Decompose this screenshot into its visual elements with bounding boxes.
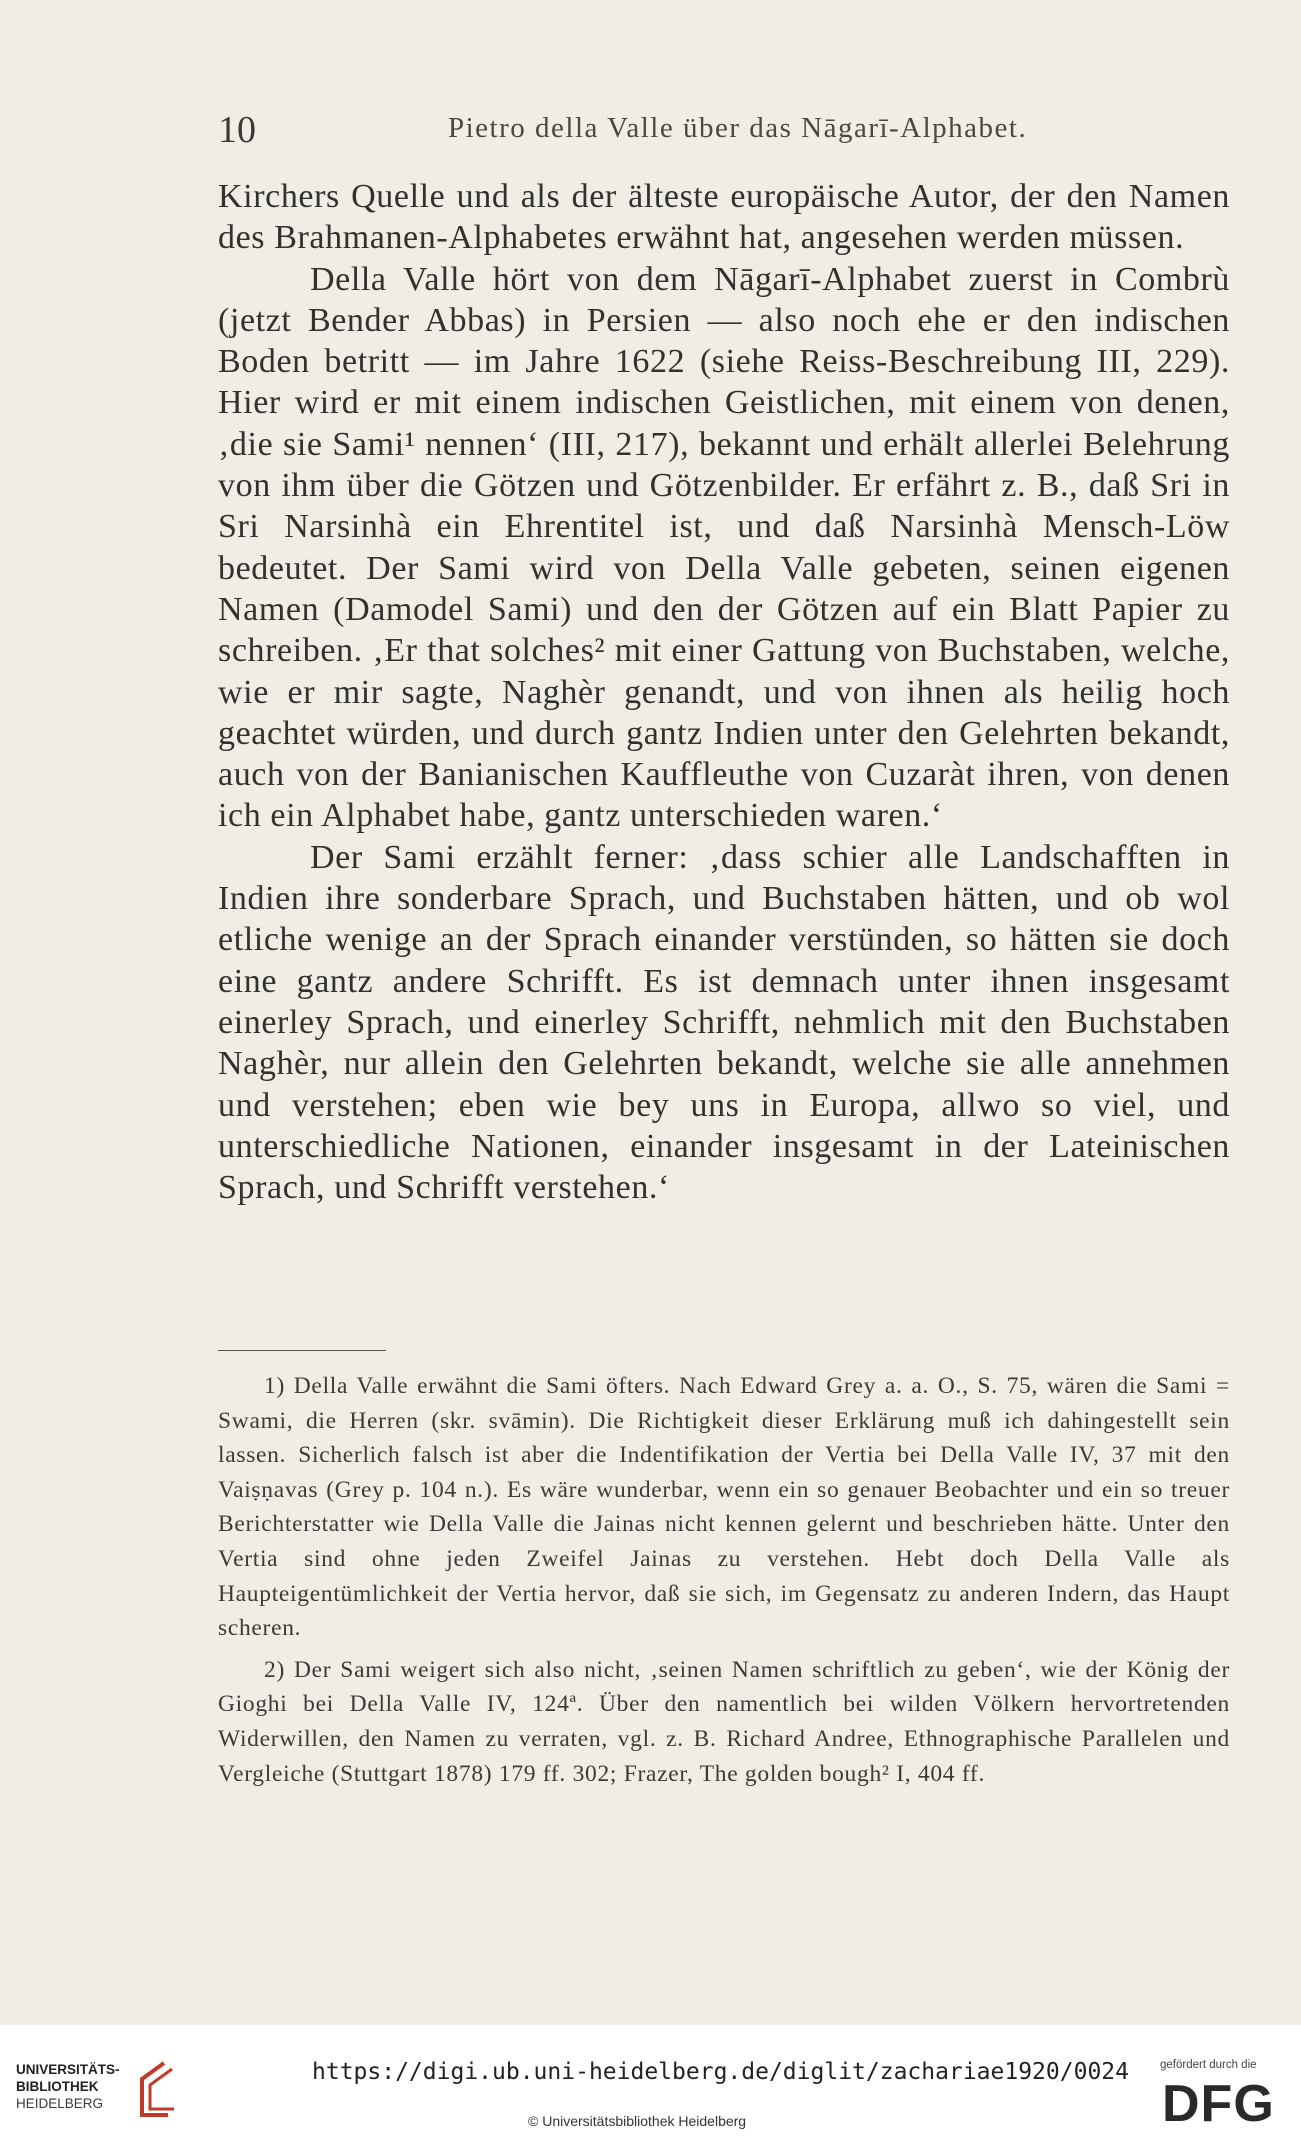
dfg-logo: DFG	[1162, 2075, 1275, 2133]
library-name-line: HEIDELBERG	[16, 2096, 104, 2111]
page-number: 10	[218, 109, 256, 151]
sponsor-note: gefördert durch die	[1160, 2059, 1257, 2071]
paragraph: Der Sami erzählt ferner: ‚dass schier alle Landschafften in Indien ihre sonderbare Sprach, und Buchstaben hätten, und ob wol etliche wenige an der Sprach einander verstünden, so hätten sie doch eine gantz andere Schrifft. Es ist demnach unter ihnen insgesamt einerley Sprach, und einerley Schrifft, nehmlich mit den Buchstaben Naghèr, nur allein den Gelehrten bekandt, welche sie alle annehmen und verstehen; eben wie bey uns in Europa, allwo so viel, und unterschiedliche Nationen, einander insgesamt in der Lateinischen Sprach, und Schrifft verstehen.‘	[218, 838, 1230, 1207]
running-title: Pietro della Valle über das Nāgarī-Alphabet.	[448, 112, 1028, 144]
library-name-line: UNIVERSITÄTS-	[16, 2062, 120, 2077]
paragraph: Kirchers Quelle und als der älteste europäische Autor, der den Namen des Brahmanen-Alphabetes erwähnt hat, angesehen werden müssen.	[218, 178, 1230, 257]
paragraph: Della Valle hört von dem Nāgarī-Alphabet zuerst in Combrù (jetzt Bender Abbas) in Persien — also noch ehe er den indischen Boden betritt — im Jahre 1622 (siehe Reiss-Beschreibung III, 229). Hier wird er mit einem indischen Geistlichen, mit einem von denen, ‚die sie Sami¹ nennen‘ (III, 217), bekannt und erhält allerlei Belehrung von ihm über die Götzen und Götzenbilder. Er erfährt z. B., daß Sri in Sri Narsinhà ein Ehrentitel ist, und daß Narsinhà Mensch-Löw bedeutet. Der Sami wird von Della Valle gebeten, seinen eigenen Namen (Damodel Sami) und den der Götzen auf ein Blatt Papier zu schreiben. ‚Er that solches² mit einer Gattung von Buchstaben, welche, wie er mir sagte, Naghèr genandt, und von ihnen als heilig hoch geachtet würden, und durch gantz Indien unter den Gelehrten bekandt, auch von der Banianischen Kauffleuthe von Cuzaràt ihren, von denen ich ein Alphabet habe, gantz unterschieden waren.‘	[218, 260, 1230, 835]
library-name-line: BIBLIOTHEK	[16, 2079, 99, 2094]
running-head	[218, 108, 1230, 152]
footnotes	[218, 1369, 1230, 1791]
permalink-url[interactable]: https://digi.ub.uni-heidelberg.de/diglit/zachariae1920/0024	[312, 2059, 1129, 2085]
footnote-1: 1) Della Valle erwähnt die Sami öfters. Nach Edward Grey a. a. O., S. 75, wären die Sami = Swami, die Herren (skr. svāmin). Die Richtigkeit dieser Erklärung muß ich dahingestellt sein lassen. Sicherlich falsch ist aber die Indentifikation der Vertia bei Della Valle IV, 37 mit den Vaiṣṇavas (Grey p. 104 n.). Es wäre wunderbar, wenn ein so genauer Beobachter und ein so treuer Berichterstatter wie Della Valle die Jainas nicht kennen gelernt und beschrieben hätte. Unter den Vertia sind ohne jeden Zweifel Jainas zu verstehen. Hebt doch Della Valle als Haupteigentümlichkeit der Vertia hervor, daß sie sich, im Gegensatz zu anderen Indern, das Haupt scheren.	[218, 1373, 1230, 1642]
viewer-footer	[0, 2025, 1301, 2145]
main-text	[218, 176, 1230, 1208]
footnote-2: 2) Der Sami weigert sich also nicht, ‚seinen Namen schriftlich zu geben‘, wie der König der Gioghi bei Della Valle IV, 124ª. Über den namentlich bei wilden Völkern hervortretenden Widerwillen, den Namen zu verraten, vgl. z. B. Richard Andree, Ethnographische Parallelen und Vergleiche (Stuttgart 1878) 179 ff. 302; Frazer, The golden bough² I, 404 ff.	[218, 1656, 1230, 1787]
footnote-divider	[218, 1350, 386, 1351]
copyright-notice: © Universitätsbibliothek Heidelberg	[528, 2113, 747, 2129]
library-emblem-icon	[128, 2057, 180, 2121]
